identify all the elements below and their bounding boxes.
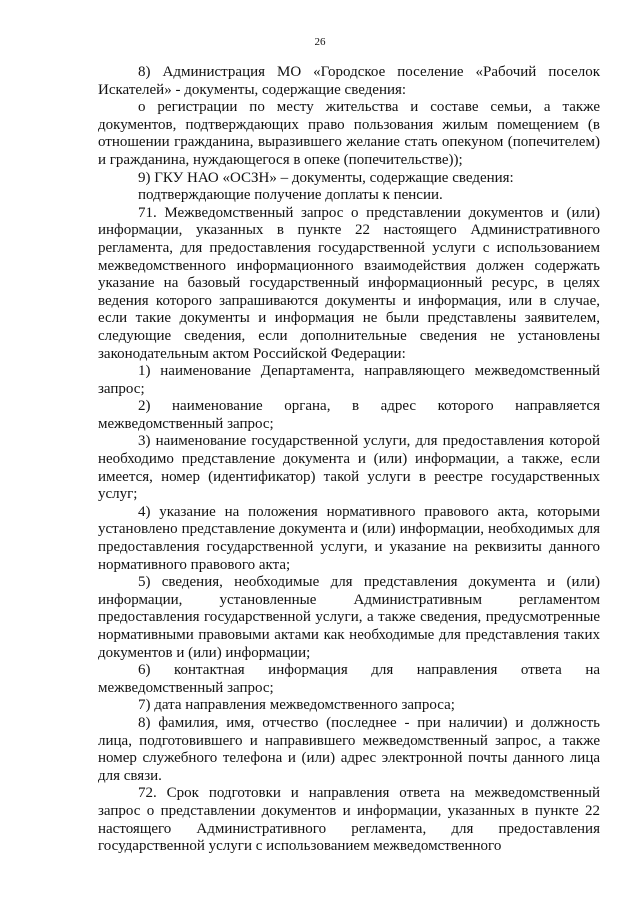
list-item-1: 1) наименование Департамента, направляющего межведомственный запрос; bbox=[98, 363, 600, 397]
list-item-7: 7) дата направления межведомственного запроса; bbox=[138, 697, 455, 714]
list-item-8: 8) фамилия, имя, отчество (последнее - при наличии) и должность лица, подготовившего и направившего межведомственный запрос, а также номер служебного телефона и (или) адрес электронной почты данного лица для связи. bbox=[98, 714, 600, 784]
paragraph-item-9-gku: 9) ГКУ НАО «ОСЗН» – документы, содержащие сведения: bbox=[138, 169, 514, 186]
list-item-5: 5) сведения, необходимые для представления документа и (или) информации, установленные Административным регламентом предоставления государственной услуги, а также сведения, предусмотренные нормативными правовыми актами как необходимые для представления таких документов и (или) информации; bbox=[98, 574, 600, 661]
paragraph-pension-info: подтверждающие получение доплаты к пенсии. bbox=[138, 187, 443, 204]
list-item-6: 6) контактная информация для направления ответа на межведомственный запрос; bbox=[98, 662, 600, 696]
paragraph-72: 72. Срок подготовки и направления ответа на межведомственный запрос о представлении документов и информации, указанных в пункте 22 настоящего Административного регламента, для предоставления государственной услуги с использованием межведомственного bbox=[98, 785, 600, 855]
document-body bbox=[98, 64, 600, 856]
list-item-3: 3) наименование государственной услуги, для предоставления которой необходимо представление документа и (или) информации, а также, если имеется, номер (идентификатор) такой услуги в реестре государственных услуг; bbox=[98, 433, 600, 503]
list-item-2: 2) наименование органа, в адрес которого направляется межведомственный запрос; bbox=[98, 398, 600, 432]
paragraph-71: 71. Межведомственный запрос о представлении документов и (или) информации, указанных в пункте 22 настоящего Административного регламента, для предоставления государственной услуги с использованием межведомственного информационного взаимодействия должен содержать указание на базовый государственный информационный ресурс, в целях ведения которого запрашиваются документы и информация, или в случае, если такие документы и информация не были представлены заявителем, следующие сведения, если дополнительные сведения не установлены законодательным актом Российской Федерации: bbox=[98, 204, 600, 362]
paragraph-item-8-administration: 8) Администрация МО «Городское поселение «Рабочий поселок Искателей» - документы, содержащие сведения: bbox=[98, 64, 600, 98]
list-item-4: 4) указание на положения нормативного правового акта, которыми установлено представление документа и (или) информации, необходимых для предоставления государственной услуги, и указание на реквизиты данного нормативного правового акта; bbox=[98, 503, 600, 573]
paragraph-registration-info: о регистрации по месту жительства и составе семьи, а также документов, подтверждающих право пользования жилым помещением (в отношении гражданина, выразившего желание стать опекуном (попечителем) и гражданина, нуждающегося в опеке (попечительстве)); bbox=[98, 99, 600, 168]
page-number: 26 bbox=[314, 36, 326, 48]
